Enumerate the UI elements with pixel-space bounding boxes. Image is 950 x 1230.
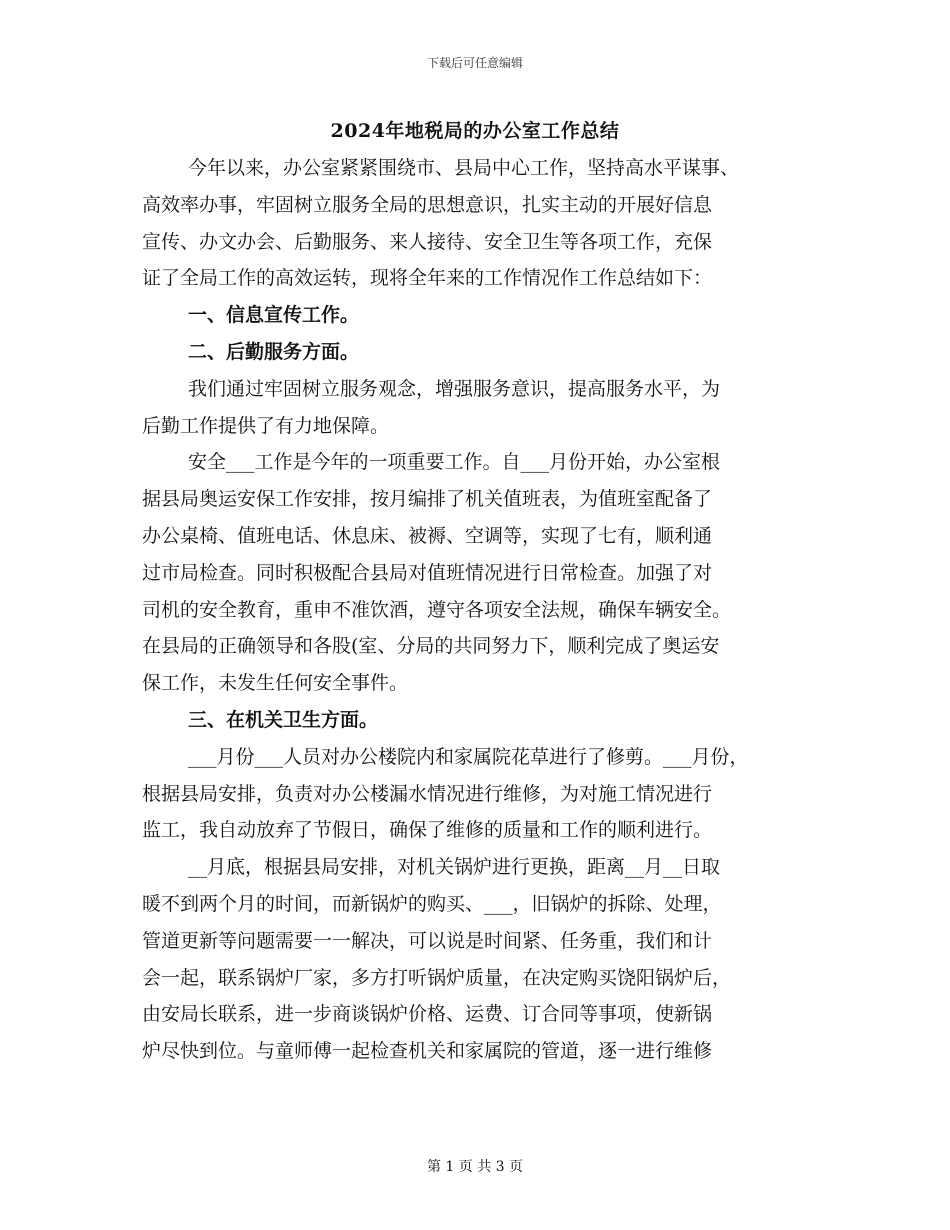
document-body — [142, 150, 822, 1070]
section-heading: 三、在机关卫生方面。 — [188, 708, 379, 731]
paragraph-line: 暖不到两个月的时间，而新锅炉的购买、___，旧锅炉的拆除、处理， — [142, 892, 722, 915]
page-header: 下载后可任意编辑 — [426, 56, 523, 70]
paragraph-line: 后勤工作提供了有力地保障。 — [142, 414, 390, 437]
paragraph-line: 宣传、办文办会、后勤服务、来人接待、安全卫生等各项工作，充保 — [142, 230, 713, 253]
paragraph-line: 证了全局工作的高效运转，现将全年来的工作情况作工作总结如下： — [142, 267, 713, 290]
paragraph-line: 据县局奥运安保工作安排，按月编排了机关值班表，为值班室配备了 — [142, 488, 713, 511]
paragraph-line: 保工作，未发生任何安全事件。 — [142, 672, 409, 695]
document-title: 2024年地税局的办公室工作总结 — [330, 120, 620, 142]
paragraph-line: 高效率办事，牢固树立服务全局的思想意识，扎实主动的开展好信息 — [142, 193, 713, 216]
paragraph-line: 根据县局安排，负责对办公楼漏水情况进行维修，为对施工情况进行 — [142, 782, 713, 805]
page-footer: 第 1 页 共 3 页 — [426, 1159, 524, 1175]
paragraph-line: 会一起，联系锅炉厂家，多方打听锅炉质量，在决定购买饶阳锅炉后， — [142, 966, 732, 989]
section-heading: 一、信息宣传工作。 — [188, 304, 360, 327]
paragraph-line: __月底，根据县局安排，对机关锅炉进行更换，距离__月__日取 — [188, 856, 721, 879]
paragraph-line: 由安局长联系，进一步商谈锅炉价格、运费、订合同等事项，使新锅 — [142, 1003, 713, 1026]
paragraph-line: 办公桌椅、值班电话、休息床、被褥、空调等，实现了七有，顺利通 — [142, 524, 713, 547]
paragraph-line: 监工，我自动放弃了节假日，确保了维修的质量和工作的顺利进行。 — [142, 819, 713, 842]
paragraph-line: 管道更新等问题需要一一解决，可以说是时间紧、任务重，我们和计 — [142, 929, 713, 952]
paragraph-line: 在县局的正确领导和各股(室、分局的共同努力下，顺利完成了奥运安 — [142, 635, 720, 658]
paragraph-line: 安全___工作是今年的一项重要工作。自___月份开始，办公室根 — [188, 451, 721, 474]
paragraph-line: 我们通过牢固树立服务观念，增强服务意识，提高服务水平，为 — [188, 377, 721, 400]
section-heading: 二、后勤服务方面。 — [188, 340, 360, 363]
paragraph-line: 今年以来，办公室紧紧围绕市、县局中心工作，坚持高水平谋事、 — [188, 157, 740, 179]
paragraph-line: 炉尽快到位。与童师傅一起检查机关和家属院的管道，逐一进行维修 — [142, 1040, 713, 1063]
paragraph-line: 过市局检查。同时积极配合县局对值班情况进行日常检查。加强了对 — [142, 561, 713, 584]
paragraph-line: ___月份___人员对办公楼院内和家属院花草进行了修剪。___月份， — [188, 745, 749, 768]
paragraph-line: 司机的安全教育，重申不准饮酒，遵守各项安全法规，确保车辆安全。 — [142, 598, 732, 621]
